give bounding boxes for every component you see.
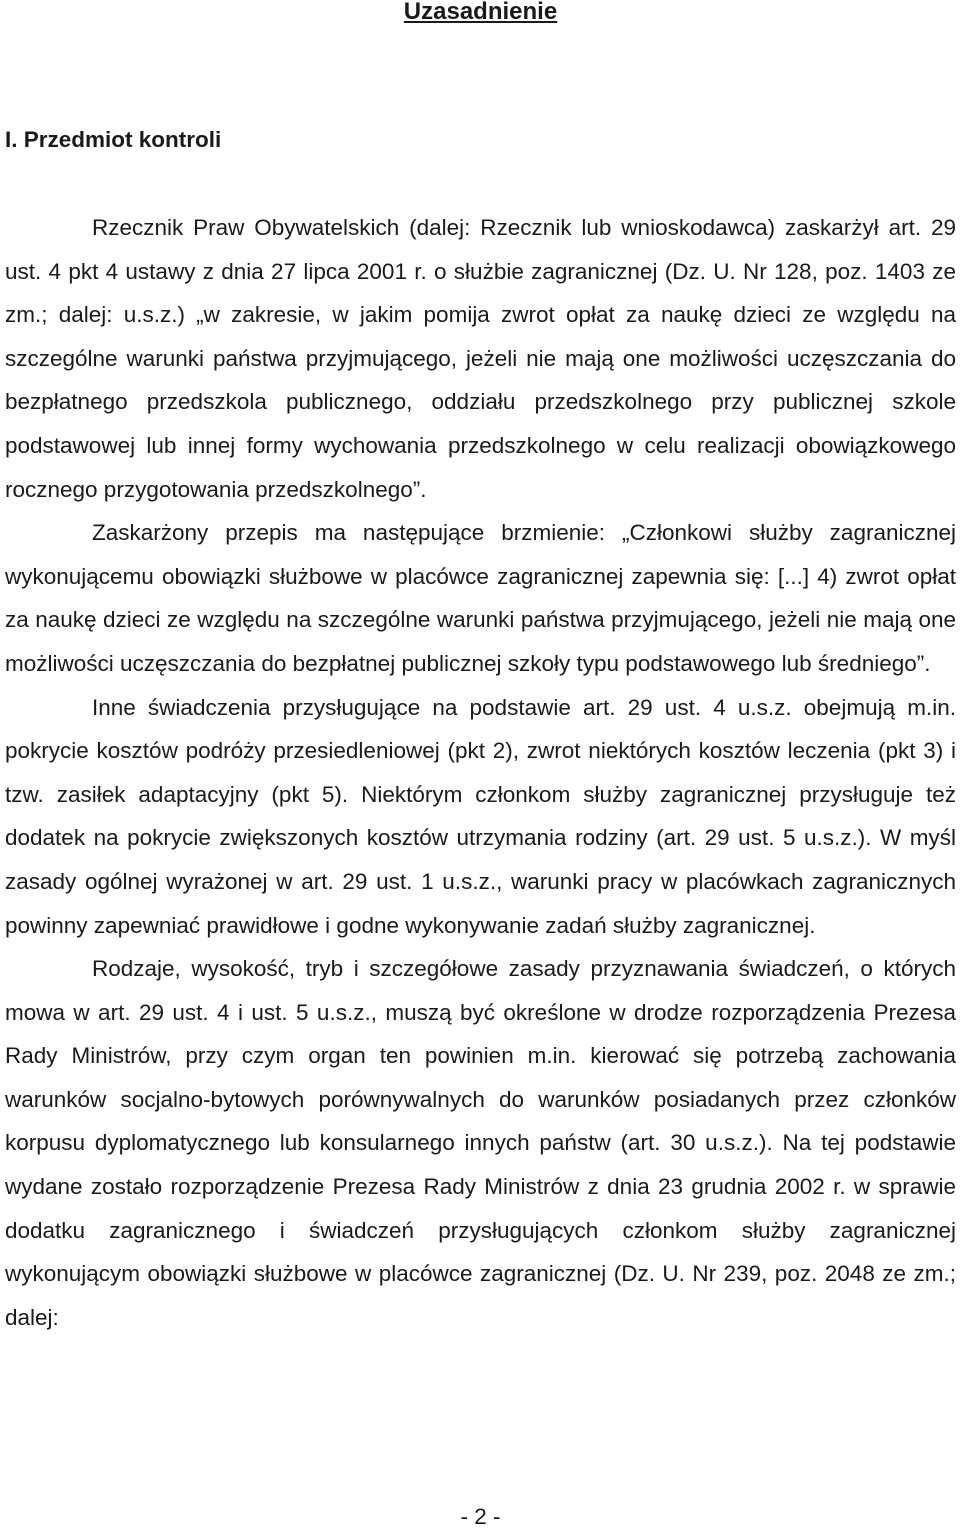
paragraph: Zaskarżony przepis ma następujące brzmienie: „Członkowi służby zagranicznej wykonującemu obowiązki służbowe w placówce zagranicznej zapewnia się: [...] 4) zwrot opłat za naukę dzieci ze względu na szczególne warunki państwa przyjmującego, jeżeli nie mają one możliwości uczęszczania do bezpłatnej publicznej szkoły typu podstawowego lub średniego”. bbox=[5, 520, 956, 676]
page-number: - 2 - bbox=[460, 1504, 501, 1529]
document-body bbox=[5, 206, 956, 1339]
paragraph: Rodzaje, wysokość, tryb i szczegółowe zasady przyznawania świadczeń, o których mowa w art. 29 ust. 4 i ust. 5 u.s.z., muszą być określone w drodze rozporządzenia Prezesa Rady Ministrów, przy czym organ ten powinien m.in. kierować się potrzebą zachowania warunków socjalno-bytowych porównywalnych do warunków posiadanych przez członków korpusu dyplomatycznego lub konsularnego innych państw (art. 30 u.s.z.). Na tej podstawie wydane zostało rozporządzenie Prezesa Rady Ministrów z dnia 23 grudnia 2002 r. w sprawie dodatku zagranicznego i świadczeń przysługujących członkom służby zagranicznej wykonującym obowiązki służbowe w placówce zagranicznej (Dz. U. Nr 239, poz. 2048 ze zm.; dalej: bbox=[5, 956, 956, 1330]
paragraph: Inne świadczenia przysługujące na podstawie art. 29 ust. 4 u.s.z. obejmują m.in. pokrycie kosztów podróży przesiedleniowej (pkt 2), zwrot niektórych kosztów leczenia (pkt 3) i tzw. zasiłek adaptacyjny (pkt 5). Niektórym członkom służby zagranicznej przysługuje też dodatek na pokrycie zwiększonych kosztów utrzymania rodziny (art. 29 ust. 5 u.s.z.). W myśl zasady ogólnej wyrażonej w art. 29 ust. 1 u.s.z., warunki pracy w placówkach zagranicznych powinny zapewniać prawidłowe i godne wykonywanie zadań służby zagranicznej. bbox=[5, 694, 956, 938]
document-title: Uzasadnienie bbox=[403, 0, 558, 25]
section-heading: I. Przedmiot kontroli bbox=[5, 127, 222, 152]
paragraph: Rzecznik Praw Obywatelskich (dalej: Rzecznik lub wnioskodawca) zaskarżył art. 29 ust. 4 pkt 4 ustawy z dnia 27 lipca 2001 r. o służbie zagranicznej (Dz. U. Nr 128, poz. 1403 ze zm.; dalej: u.s.z.) „w zakresie, w jakim pomija zwrot opłat za naukę dzieci ze względu na szczególne warunki państwa przyjmującego, jeżeli nie mają one możliwości uczęszczania do bezpłatnego przedszkola publicznego, oddziału przedszkolnego przy publicznej szkole podstawowej lub innej formy wychowania przedszkolnego w celu realizacji obowiązkowego rocznego przygotowania przedszkolnego”. bbox=[5, 215, 956, 502]
